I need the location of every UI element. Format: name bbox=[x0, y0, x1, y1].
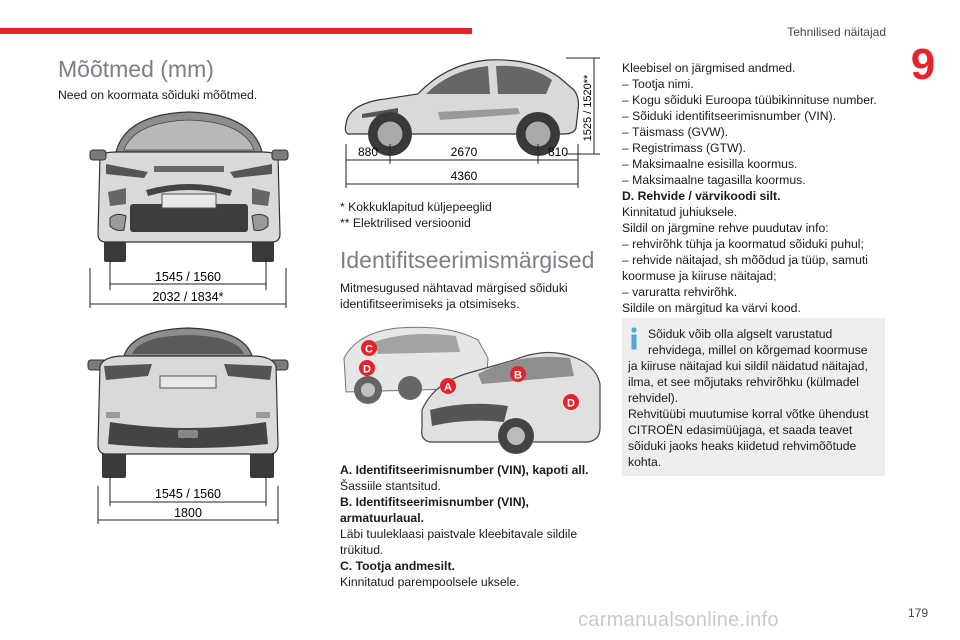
list-item: – Kogu sõiduki Euroopa tüübikinnituse number. bbox=[622, 93, 877, 107]
list-item: – rehvirõhk tühja ja koormatud sõiduki puhul; bbox=[622, 237, 864, 251]
rear-width-label: 1800 bbox=[174, 506, 202, 520]
list-item: – Täismass (GVW). bbox=[622, 125, 729, 139]
label-info-list bbox=[622, 76, 877, 316]
list-item-continuation: koormuse ja kiiruse näitajad; bbox=[622, 269, 777, 283]
list-item: – Sõiduki identifitseerimisnumber (VIN). bbox=[622, 109, 837, 123]
watermark: carmanualsonline.info bbox=[578, 609, 779, 631]
rear-view-diagram bbox=[86, 326, 290, 526]
front-view-diagram bbox=[86, 108, 290, 313]
running-title: Tehnilised näitajad bbox=[787, 25, 886, 39]
item-c-body: Kinnitatud parempoolsele uksele. bbox=[340, 575, 520, 589]
identification-intro-line-1: Mitmesugused nähtavad märgised sõiduki bbox=[340, 281, 568, 295]
note-line: ja kiiruse näitajad kui sildil näidatud näitajad, bbox=[628, 359, 868, 373]
svg-text:B: B bbox=[514, 369, 522, 382]
item-d-line: Kinnitatud juhiuksele. bbox=[622, 205, 738, 219]
footnote-electric: ** Elektrilised versioonid bbox=[340, 216, 471, 230]
item-b-body-line-2: trükitud. bbox=[340, 543, 384, 557]
label-info-intro: Kleebisel on järgmised andmed. bbox=[622, 61, 796, 75]
item-c-heading: C. Tootja andmesilt. bbox=[340, 559, 455, 573]
svg-text:A: A bbox=[444, 381, 452, 394]
note-line: kohta. bbox=[628, 455, 662, 469]
header-accent-bar bbox=[0, 28, 472, 34]
note-line: rehvidega, millel on kõrgemad koormuse bbox=[648, 343, 868, 357]
note-line: ilma, et see mõjutaks rehvirõhku (külmadel bbox=[628, 375, 859, 389]
note-line: rehvidel). bbox=[628, 391, 679, 405]
marker-a bbox=[440, 378, 456, 394]
height-label: 1525 / 1520** bbox=[582, 74, 594, 142]
item-d-heading: D. Rehvide / värvikoodi silt. bbox=[622, 189, 781, 203]
item-d-line: Sildil on järgmine rehve puudutav info: bbox=[622, 221, 829, 235]
list-item: – rehvide näitajad, sh mõõdud ja tüüp, samuti bbox=[622, 253, 868, 267]
footnote-mirrors: * Kokkuklapitud küljepeeglid bbox=[340, 200, 492, 214]
list-item: – varuratta rehvirõhk. bbox=[622, 285, 738, 299]
dimensions-title: Mõõtmed (mm) bbox=[58, 56, 214, 82]
car-rear-illustration bbox=[88, 328, 288, 478]
marker-c bbox=[361, 340, 377, 356]
marker-d-rear bbox=[359, 360, 375, 376]
list-item: – Tootja nimi. bbox=[622, 77, 694, 91]
item-a-body: Šassiile stantsitud. bbox=[340, 479, 441, 493]
label-locations-diagram bbox=[338, 318, 604, 458]
identification-intro-line-2: identifitseerimiseks ja otsimiseks. bbox=[340, 297, 520, 311]
note-text bbox=[628, 326, 878, 470]
marker-d-front bbox=[563, 394, 579, 410]
list-item: – Registrimass (GTW). bbox=[622, 141, 746, 155]
rear-overhang-label: 810 bbox=[547, 145, 569, 159]
car-side-illustration bbox=[345, 60, 578, 156]
note-line: Rehvitüübi muutumise korral võtke ühendust bbox=[628, 407, 869, 421]
note-line: Sõiduk võib olla algselt varustatud bbox=[648, 327, 833, 341]
item-b-body-line-1: Läbi tuuleklaasi paistvale kleebitavale sildile bbox=[340, 527, 578, 541]
item-a-heading: A. Identifitseerimisnumber (VIN), kapoti all. bbox=[340, 463, 589, 477]
wheelbase-label: 2670 bbox=[450, 145, 478, 159]
rear-track-label: 1545 / 1560 bbox=[154, 487, 222, 501]
chapter-number: 9 bbox=[910, 40, 936, 89]
front-width-label: 2032 / 1834* bbox=[152, 290, 224, 304]
marker-b bbox=[510, 366, 526, 382]
note-line: sõiduki jaoks heaks kiidetud rehvimõõtude bbox=[628, 439, 857, 453]
front-track-label: 1545 / 1560 bbox=[154, 270, 222, 284]
note-line: CITROËN edasimüüjaga, et saada teavet bbox=[628, 423, 853, 437]
page-number: 179 bbox=[908, 606, 929, 620]
length-label: 4360 bbox=[450, 169, 478, 183]
car-front-illustration bbox=[90, 112, 288, 262]
item-d-last-line: Sildile on märgitud ka värvi kood. bbox=[622, 301, 801, 315]
svg-text:D: D bbox=[567, 397, 575, 410]
list-item: – Maksimaalne esisilla koormus. bbox=[622, 157, 798, 171]
svg-text:C: C bbox=[365, 343, 373, 356]
identification-title: Identifitseerimismärgised bbox=[340, 247, 595, 273]
svg-text:D: D bbox=[363, 363, 371, 376]
front-overhang-label: 880 bbox=[357, 145, 379, 159]
dimensions-intro: Need on koormata sõiduki mõõtmed. bbox=[58, 88, 258, 102]
side-view-diagram bbox=[338, 50, 606, 190]
list-item: – Maksimaalne tagasilla koormus. bbox=[622, 173, 806, 187]
item-b-heading-line-1: B. Identifitseerimisnumber (VIN), bbox=[340, 495, 529, 509]
item-b-heading-line-2: armatuurlaual. bbox=[340, 511, 424, 525]
